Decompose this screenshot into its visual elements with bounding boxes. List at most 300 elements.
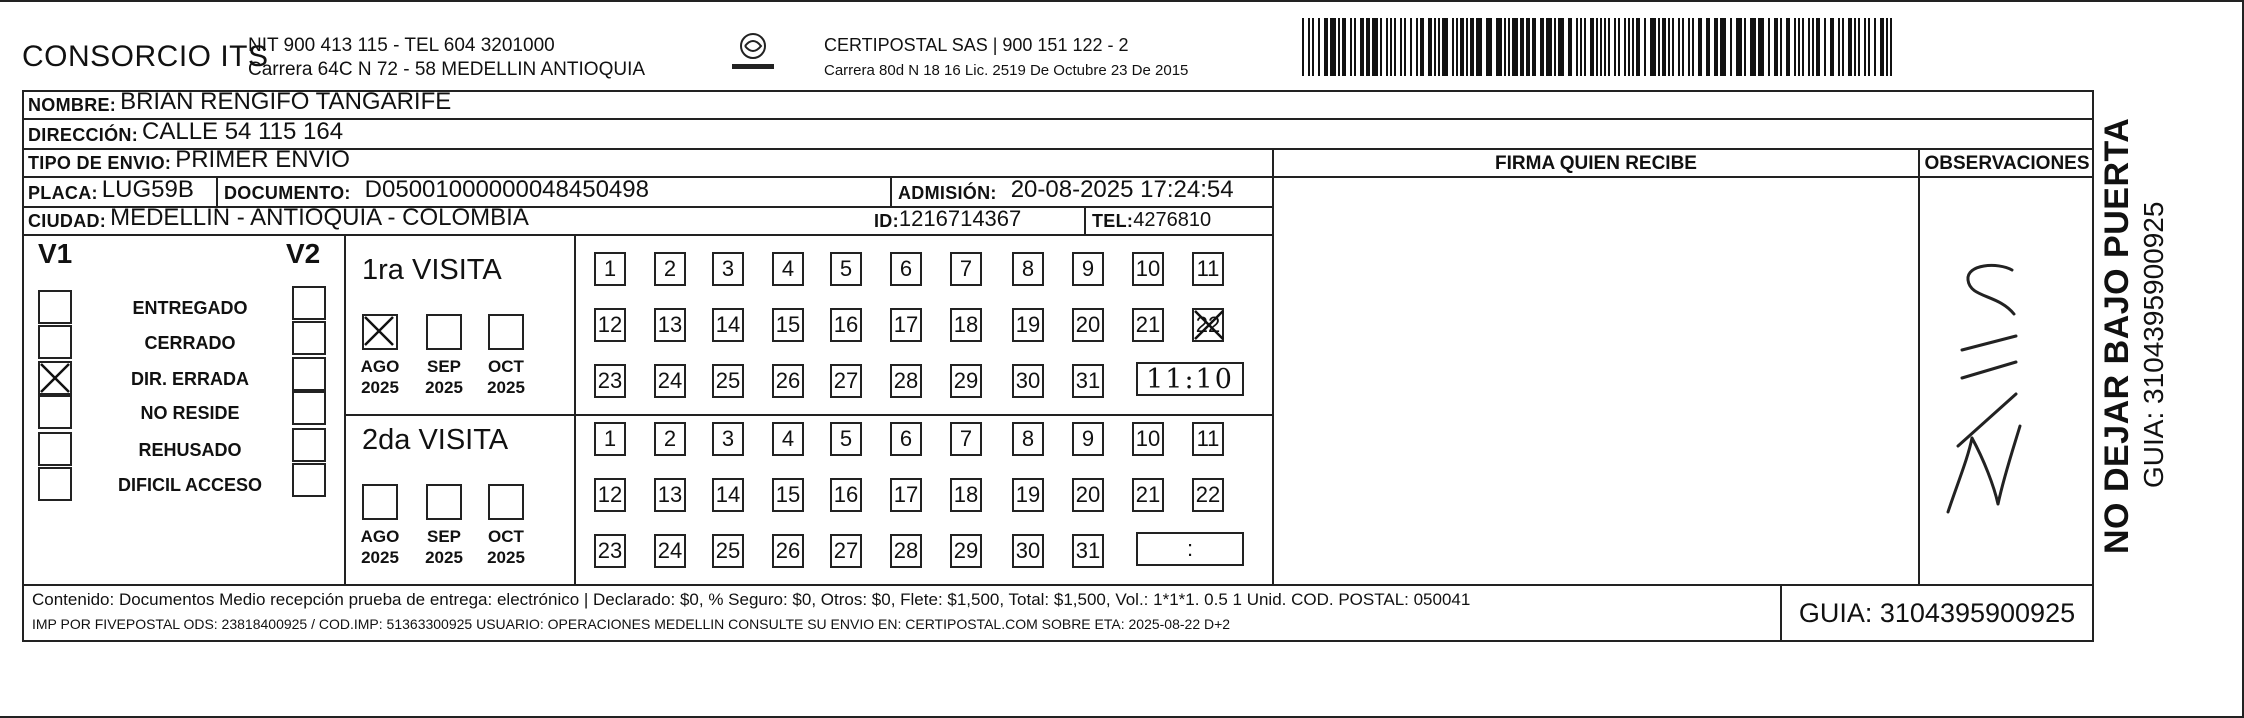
barcode-bar [1632, 18, 1634, 76]
barcode-bar [1460, 18, 1464, 76]
day-number: 6 [899, 256, 913, 281]
visit2-day-23[interactable] [594, 534, 626, 568]
visit1-day-15[interactable] [772, 308, 804, 342]
day-number: 25 [715, 368, 741, 393]
barcode-bar [1864, 18, 1866, 76]
barcode-bar [1768, 18, 1770, 76]
visit2-month-checkbox-oct[interactable] [488, 484, 524, 520]
documento-label: DOCUMENTO: [224, 183, 351, 203]
barcode-bar [1774, 18, 1778, 76]
barcode-bar [1858, 18, 1860, 76]
barcode-bar [1658, 18, 1660, 76]
visit2-title: 2da VISITA [362, 424, 509, 456]
placa-label: PLACA: [28, 183, 98, 203]
barcode-bar [1486, 18, 1492, 76]
visit1-day-22[interactable] [1192, 308, 1224, 342]
barcode-bar [1302, 18, 1304, 76]
barcode-bar [1636, 18, 1640, 76]
barcode-bar [1540, 18, 1544, 76]
barcode-bar [1390, 18, 1392, 76]
barcode-bar [1750, 18, 1756, 76]
barcode-bar [1372, 18, 1378, 76]
visit2-day-11[interactable] [1192, 422, 1224, 456]
visit2-day-9[interactable] [1072, 422, 1104, 456]
visit2-month-checkbox-ago[interactable] [362, 484, 398, 520]
day-number: 28 [893, 538, 919, 563]
month-name: SEP [426, 357, 462, 376]
v1-checkbox-3[interactable] [38, 395, 72, 429]
visit1-day-1[interactable] [594, 252, 626, 286]
visit1-day-19[interactable] [1012, 308, 1044, 342]
handwritten-signature-icon [1928, 250, 2040, 518]
barcode-bar [1672, 18, 1674, 76]
visit2-day-25[interactable] [712, 534, 744, 568]
admision-label: ADMISIÓN: [898, 183, 997, 203]
visit1-day-3[interactable] [712, 252, 744, 286]
visit2-month-checkbox-sep[interactable] [426, 484, 462, 520]
v1-checkbox-1[interactable] [38, 325, 72, 359]
barcode-bar [1668, 18, 1670, 76]
visit2-day-18[interactable] [950, 478, 982, 512]
barcode-bar [1442, 18, 1448, 76]
v2-checkbox-5[interactable] [292, 463, 326, 497]
barcode-bar [1628, 18, 1630, 76]
month-label [481, 526, 531, 568]
day-number: 18 [953, 312, 979, 337]
month-label [355, 526, 405, 568]
day-number: 31 [1075, 368, 1101, 393]
barcode-bar [1890, 18, 1892, 76]
barcode-bar [1342, 18, 1346, 76]
form-frame [22, 90, 2094, 642]
day-number: 22 [1195, 482, 1221, 507]
barcode-bar [1744, 18, 1746, 76]
barcode-bar [1324, 18, 1328, 76]
visit1-day-27[interactable] [830, 364, 862, 398]
day-number: 22 [1195, 312, 1221, 337]
visit1-day-9[interactable] [1072, 252, 1104, 286]
visit1-day-30[interactable] [1012, 364, 1044, 398]
month-name: AGO [360, 527, 400, 546]
day-number: 23 [597, 368, 623, 393]
nit-line: NIT 900 413 115 - TEL 604 3201000 [248, 35, 555, 56]
visit1-day-20[interactable] [1072, 308, 1104, 342]
month-name: OCT [488, 357, 524, 376]
visit2-day-24[interactable] [654, 534, 686, 568]
barcode-bar [1366, 18, 1370, 76]
day-number: 24 [657, 368, 683, 393]
barcode-icon [1302, 18, 1898, 76]
visit2-day-26[interactable] [772, 534, 804, 568]
v2-header: V2 [286, 238, 321, 269]
day-number: 24 [657, 538, 683, 563]
barcode-bar [1400, 18, 1402, 76]
day-number: 17 [893, 482, 919, 507]
visit2-day-19[interactable] [1012, 478, 1044, 512]
barcode-bar [1614, 18, 1616, 76]
visit1-day-23[interactable] [594, 364, 626, 398]
barcode-bar [1456, 18, 1458, 76]
barcode-bar [1794, 18, 1796, 76]
barcode-bar [1720, 18, 1726, 76]
day-number: 30 [1015, 368, 1041, 393]
day-number: 18 [953, 482, 979, 507]
barcode-bar [1812, 18, 1814, 76]
v1-checkbox-4[interactable] [38, 432, 72, 466]
status-label: NO RESIDE [140, 403, 240, 423]
ciudad-row [24, 204, 1272, 236]
visit1-day-28[interactable] [890, 364, 922, 398]
month-name: SEP [426, 527, 462, 546]
day-number: 19 [1015, 312, 1041, 337]
admision-value: 20-08-2025 17:24:54 [1010, 176, 1234, 203]
barcode-bar [1520, 18, 1524, 76]
barcode-bar [1508, 18, 1510, 76]
nombre-label: NOMBRE: [28, 95, 117, 115]
side-guia: GUIA: 3104395900925 [2138, 201, 2169, 488]
visit2-day-27[interactable] [830, 534, 862, 568]
v1-checkbox-2[interactable] [38, 361, 72, 395]
visit2-time: : [1186, 536, 1194, 561]
barcode-bar [1758, 18, 1764, 76]
status-label: CERRADO [144, 333, 236, 353]
day-number: 5 [839, 256, 853, 281]
day-number: 21 [1135, 482, 1161, 507]
visit2-day-28[interactable] [890, 534, 922, 568]
barcode-bar [1838, 18, 1840, 76]
day-number: 29 [953, 368, 979, 393]
visit1-day-10[interactable] [1132, 252, 1164, 286]
v2-checkbox-2[interactable] [292, 357, 326, 391]
barcode-bar [1698, 18, 1702, 76]
x-mark-icon [38, 361, 72, 395]
day-number: 31 [1075, 538, 1101, 563]
day-number: 12 [597, 312, 623, 337]
day-number: 9 [1081, 426, 1095, 451]
day-number: 20 [1075, 482, 1101, 507]
barcode-bar [1730, 18, 1732, 76]
visit2-day-8[interactable] [1012, 422, 1044, 456]
visit2-day-10[interactable] [1132, 422, 1164, 456]
footer-print-line: IMP POR FIVEPOSTAL ODS: 23818400925 / COD.IMP: 51363300925 USUARIO: OPERACIONES MEDELLIN CONSULTE SU ENVIO EN: CERTIPOSTAL.COM SOBRE ETA: 2025-08-22 D+2 [32, 616, 1231, 632]
barcode-bar [1410, 18, 1412, 76]
company-name: CONSORCIO ITS [22, 40, 269, 73]
barcode-bar [1682, 18, 1684, 76]
day-number: 7 [959, 426, 973, 451]
barcode-bar [1604, 18, 1606, 76]
id-label: ID: [874, 211, 899, 231]
visit2-day-2[interactable] [654, 422, 686, 456]
x-mark-icon [362, 314, 396, 348]
barcode-bar [1868, 18, 1870, 76]
barcode-bar [1526, 18, 1530, 76]
visit2-day-15[interactable] [772, 478, 804, 512]
visit1-day-16[interactable] [830, 308, 862, 342]
barcode-bar [1854, 18, 1856, 76]
v2-checkbox-1[interactable] [292, 321, 326, 355]
visit1-day-21[interactable] [1132, 308, 1164, 342]
day-number: 6 [899, 426, 913, 451]
month-year: 2025 [361, 378, 399, 397]
visit2-day-31[interactable] [1072, 534, 1104, 568]
barcode-bar [1532, 18, 1536, 76]
visit1-day-7[interactable] [950, 252, 982, 286]
x-mark-icon [1192, 308, 1226, 342]
day-number: 16 [833, 312, 859, 337]
barcode-bar [1576, 18, 1578, 76]
barcode-bar [1706, 18, 1710, 76]
barcode-bar [1736, 18, 1742, 76]
month-label [419, 526, 469, 568]
visit2-day-16[interactable] [830, 478, 862, 512]
visit1-day-6[interactable] [890, 252, 922, 286]
visit1-month-checkbox-ago[interactable] [362, 314, 398, 350]
barcode-bar [1554, 18, 1556, 76]
barcode-bar [1874, 18, 1876, 76]
barcode-bar [1714, 18, 1718, 76]
visit1-day-25[interactable] [712, 364, 744, 398]
certipostal-details [824, 32, 1188, 84]
visit2-day-3[interactable] [712, 422, 744, 456]
visit2-day-6[interactable] [890, 422, 922, 456]
day-number: 16 [833, 482, 859, 507]
month-name: OCT [488, 527, 524, 546]
barcode-bar [1808, 18, 1810, 76]
visit1-time-box[interactable] [1136, 362, 1244, 396]
observaciones-header: OBSERVACIONES [1924, 153, 2090, 174]
day-number: 8 [1021, 256, 1035, 281]
month-year: 2025 [361, 548, 399, 567]
visit1-day-11[interactable] [1192, 252, 1224, 286]
status-label: DIFICIL ACCESO [117, 475, 262, 495]
id-value: 1216714367 [898, 206, 1022, 231]
day-number: 29 [953, 538, 979, 563]
month-year: 2025 [487, 548, 525, 567]
visit1-day-31[interactable] [1072, 364, 1104, 398]
direccion-value: CALLE 54 115 164 [142, 118, 344, 145]
day-number: 9 [1081, 256, 1095, 281]
day-number: 13 [657, 482, 683, 507]
month-label [481, 356, 531, 398]
day-number: 13 [657, 312, 683, 337]
barcode-bar [1354, 18, 1356, 76]
guia-footer: GUIA: 3104395900925 [1798, 597, 2076, 628]
tipo-label: TIPO DE ENVIO: [28, 153, 172, 173]
barcode-bar [1476, 18, 1482, 76]
status-label: ENTREGADO [132, 298, 248, 318]
month-year: 2025 [425, 548, 463, 567]
month-year: 2025 [487, 378, 525, 397]
month-name: AGO [360, 357, 400, 376]
visit1-day-29[interactable] [950, 364, 982, 398]
barcode-bar [1380, 18, 1382, 76]
day-number: 19 [1015, 482, 1041, 507]
visit2-day-22[interactable] [1192, 478, 1224, 512]
visit2-day-21[interactable] [1132, 478, 1164, 512]
ciudad-label: CIUDAD: [28, 211, 107, 231]
visit1-day-18[interactable] [950, 308, 982, 342]
barcode-bar [1386, 18, 1388, 76]
day-number: 4 [781, 426, 795, 451]
barcode-bar [1416, 18, 1418, 76]
day-number: 26 [775, 368, 801, 393]
visit2-day-29[interactable] [950, 534, 982, 568]
day-number: 7 [959, 256, 973, 281]
barcode-bar [1404, 18, 1406, 76]
visit1-day-26[interactable] [772, 364, 804, 398]
v1-header: V1 [38, 238, 73, 269]
visit1-day-12[interactable] [594, 308, 626, 342]
day-number: 27 [833, 538, 859, 563]
documento-value: D05001000000048450498 [364, 176, 649, 203]
visit1-day-14[interactable] [712, 308, 744, 342]
visit2-time-box[interactable] [1136, 532, 1244, 566]
barcode-bar [1512, 18, 1518, 76]
visit2-day-12[interactable] [594, 478, 626, 512]
barcode-bar [1688, 18, 1690, 76]
barcode-bar [1338, 18, 1340, 76]
visit2-day-13[interactable] [654, 478, 686, 512]
visit1-month-checkbox-oct[interactable] [488, 314, 524, 350]
barcode-bar [1434, 18, 1436, 76]
v1-checkbox-0[interactable] [38, 290, 72, 324]
visit2-day-5[interactable] [830, 422, 862, 456]
barcode-bar [1590, 18, 1594, 76]
month-year: 2025 [425, 378, 463, 397]
barcode-bar [1568, 18, 1572, 76]
barcode-bar [1662, 18, 1666, 76]
barcode-bar [1600, 18, 1602, 76]
visit2-day-30[interactable] [1012, 534, 1044, 568]
tipo-row [24, 146, 1272, 178]
barcode-bar [1644, 18, 1646, 76]
ciudad-value: MEDELLIN - ANTIOQUIA - COLOMBIA [110, 204, 529, 231]
visit2-day-14[interactable] [712, 478, 744, 512]
barcode-bar [1308, 18, 1310, 76]
barcode-bar [1360, 18, 1364, 76]
barcode-bar [1558, 18, 1564, 76]
day-number: 26 [775, 538, 801, 563]
barcode-bar [1824, 18, 1826, 76]
visit1-day-13[interactable] [654, 308, 686, 342]
visit2-day-4[interactable] [772, 422, 804, 456]
barcode-bar [1330, 18, 1336, 76]
company-details [248, 34, 645, 82]
barcode-bar [1466, 18, 1468, 76]
v2-checkbox-3[interactable] [292, 391, 326, 425]
visit2-day-7[interactable] [950, 422, 982, 456]
visit1-time: 11:10 [1146, 363, 1234, 395]
visit1-day-4[interactable] [772, 252, 804, 286]
day-number: 20 [1075, 312, 1101, 337]
cert-line-2: Carrera 80d N 18 16 Lic. 2519 De Octubre 23 De 2015 [824, 62, 1189, 79]
v2-checkbox-0[interactable] [292, 286, 326, 320]
day-number: 15 [775, 482, 801, 507]
day-number: 2 [663, 426, 677, 451]
day-number: 28 [893, 368, 919, 393]
barcode-bar [1580, 18, 1582, 76]
visit1-day-5[interactable] [830, 252, 862, 286]
side-warning: NO DEJAR BAJO PUERTA [2098, 117, 2136, 554]
day-number: 14 [715, 482, 741, 507]
tel-label: TEL: [1092, 211, 1134, 231]
barcode-bar [1318, 18, 1320, 76]
day-number: 11 [1196, 256, 1220, 281]
nombre-value: BRIAN RENGIFO TANGARIFE [120, 88, 452, 115]
address-line: Carrera 64C N 72 - 58 MEDELLIN ANTIOQUIA [248, 59, 646, 80]
visit2-day-1[interactable] [594, 422, 626, 456]
barcode-bar [1650, 18, 1656, 76]
barcode-bar [1546, 18, 1552, 76]
barcode-bar [1350, 18, 1352, 76]
v1-checkbox-5[interactable] [38, 467, 72, 501]
barcode-bar [1420, 18, 1424, 76]
day-number: 10 [1135, 256, 1161, 281]
barcode-bar [1496, 18, 1502, 76]
day-number: 2 [663, 256, 677, 281]
day-number: 27 [833, 368, 859, 393]
barcode-bar [1848, 18, 1852, 76]
barcode-bar [1886, 18, 1888, 76]
day-number: 3 [721, 426, 735, 451]
status-label: DIR. ERRADA [130, 369, 249, 389]
v2-checkbox-4[interactable] [292, 428, 326, 462]
certipostal-logo-icon [718, 30, 788, 78]
visit1-day-2[interactable] [654, 252, 686, 286]
firma-header: FIRMA QUIEN RECIBE [1495, 153, 1697, 174]
visit1-day-17[interactable] [890, 308, 922, 342]
placa-value: LUG59B [101, 176, 194, 203]
day-number: 17 [893, 312, 919, 337]
tel-value: 4276810 [1133, 209, 1212, 231]
barcode-bar [1312, 18, 1314, 76]
day-number: 1 [603, 426, 617, 451]
day-number: 11 [1196, 426, 1220, 451]
visit1-title: 1ra VISITA [362, 254, 502, 286]
footer-content-line: Contenido: Documentos Medio recepción prueba de entrega: electrónico | Declarado: $0, % Seguro: $0, Otros: $0, Flete: $1,500, Total: $1,500, Vol.: 1*1*1. 0.5 1 Unid. COD. POSTAL: 050041 [32, 590, 1471, 609]
month-label [355, 356, 405, 398]
day-number: 23 [597, 538, 623, 563]
barcode-bar [1780, 18, 1782, 76]
barcode-bar [1880, 18, 1884, 76]
visit2-day-17[interactable] [890, 478, 922, 512]
barcode-bar [1816, 18, 1820, 76]
day-number: 8 [1021, 426, 1035, 451]
barcode-bar [1830, 18, 1834, 76]
nombre-row [24, 88, 2092, 120]
barcode-bar [1584, 18, 1586, 76]
day-number: 25 [715, 538, 741, 563]
visit1-day-24[interactable] [654, 364, 686, 398]
barcode-bar [1596, 18, 1598, 76]
day-number: 12 [597, 482, 623, 507]
cert-line-1: CERTIPOSTAL SAS | 900 151 122 - 2 [824, 35, 1129, 55]
day-number: 1 [603, 256, 617, 281]
visit1-day-8[interactable] [1012, 252, 1044, 286]
day-number: 3 [721, 256, 735, 281]
status-label: REHUSADO [138, 440, 242, 460]
day-number: 5 [839, 426, 853, 451]
barcode-bar [1470, 18, 1474, 76]
day-number: 30 [1015, 538, 1041, 563]
day-number: 14 [715, 312, 741, 337]
day-number: 21 [1135, 312, 1161, 337]
visit2-day-20[interactable] [1072, 478, 1104, 512]
day-number: 10 [1135, 426, 1161, 451]
month-label [419, 356, 469, 398]
barcode-bar [1678, 18, 1680, 76]
visit1-month-checkbox-sep[interactable] [426, 314, 462, 350]
